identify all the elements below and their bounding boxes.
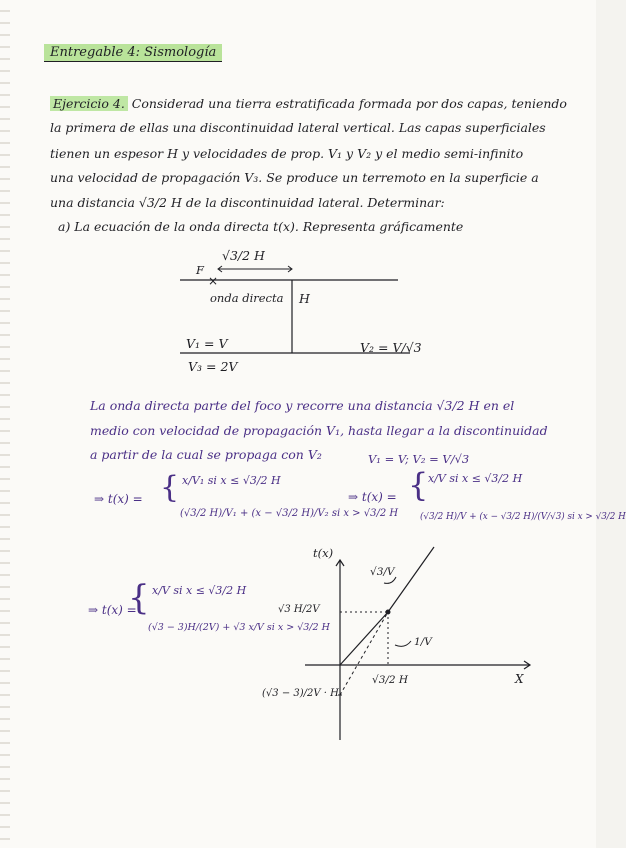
eq1-case-2: (√3/2 H)/V₁ + (x − √3/2 H)/V₂ si x > √3/2 H bbox=[180, 508, 399, 519]
thickness-label: H bbox=[299, 291, 310, 306]
exercise-label: Ejercicio 4. bbox=[50, 96, 128, 111]
v3-label: V₃ = 2V bbox=[188, 359, 238, 374]
exercise-line-2: la primera de ellas una discontinuidad lateral vertical. Las capas superficiales bbox=[50, 120, 546, 135]
exercise-text-1: Considerad una tierra estratificada formada por dos capas, teniendo bbox=[131, 96, 567, 111]
substitution: V₁ = V; V₂ = V/√3 bbox=[368, 452, 470, 466]
eq2-case-1: x/V si x ≤ √3/2 H bbox=[428, 472, 523, 485]
break-point bbox=[386, 610, 391, 615]
explanation-line-2: medio con velocidad de propagación V₁, hasta llegar a la discontinuidad bbox=[90, 423, 548, 438]
wave-label: onda directa bbox=[210, 291, 284, 305]
page-title: Entregable 4: Sismología bbox=[44, 44, 222, 62]
slope-label-2: √3/V bbox=[370, 566, 395, 578]
v1-label: V₁ = V bbox=[186, 336, 228, 351]
eq3-case-1: x/V si x ≤ √3/2 H bbox=[152, 584, 247, 597]
intercept-label: (√3 − 3)/2V · H bbox=[262, 688, 339, 699]
exercise-line-5: una distancia √3/2 H de la discontinuidad lateral. Determinar: bbox=[50, 195, 445, 210]
focus-label: F bbox=[196, 263, 204, 277]
segment-slope-1-over-v bbox=[340, 612, 388, 665]
eq3-lhs: ⇒ t(x) = bbox=[88, 603, 137, 617]
eq1-brace: { bbox=[160, 470, 180, 505]
exercise-line-4: una velocidad de propagación V₃. Se produce un terremoto en la superficie a bbox=[50, 170, 539, 185]
svg-text:×: × bbox=[208, 274, 219, 288]
graph-y-axis-label: t(x) bbox=[313, 546, 334, 560]
slope-label-1: 1/V bbox=[414, 636, 432, 648]
exercise-line-3: tienen un espesor H y velocidades de prop. V₁ y V₂ y el medio semi-infinito bbox=[50, 146, 524, 161]
y-mark-label: √3 H/2V bbox=[278, 604, 320, 615]
eq3-case-2: (√3 − 3)H/(2V) + √3 x/V si x > √3/2 H bbox=[148, 622, 330, 633]
explanation-line-1: La onda directa parte del foco y recorre una distancia √3/2 H en el bbox=[90, 398, 515, 413]
x-mark-label: √3/2 H bbox=[372, 674, 409, 686]
eq1-case-1: x/V₁ si x ≤ √3/2 H bbox=[182, 474, 281, 487]
exercise-part-a: a) La ecuación de la onda directa t(x). Representa gráficamente bbox=[58, 219, 464, 234]
eq2-lhs: ⇒ t(x) = bbox=[348, 490, 397, 504]
eq1-lhs: ⇒ t(x) = bbox=[94, 492, 143, 506]
eq3-brace: { bbox=[128, 578, 150, 618]
explanation-line-3: a partir de la cual se propaga con V₂ bbox=[90, 447, 322, 462]
eq2-brace: { bbox=[408, 466, 429, 504]
v2-label: V₂ = V/√3 bbox=[360, 340, 422, 355]
graph-x-axis-label: X bbox=[515, 672, 524, 686]
diagram-top-label: √3/2 H bbox=[222, 248, 265, 263]
eq2-case-2: (√3/2 H)/V + (x − √3/2 H)/(V/√3) si x > √3/2 H bbox=[420, 512, 626, 522]
